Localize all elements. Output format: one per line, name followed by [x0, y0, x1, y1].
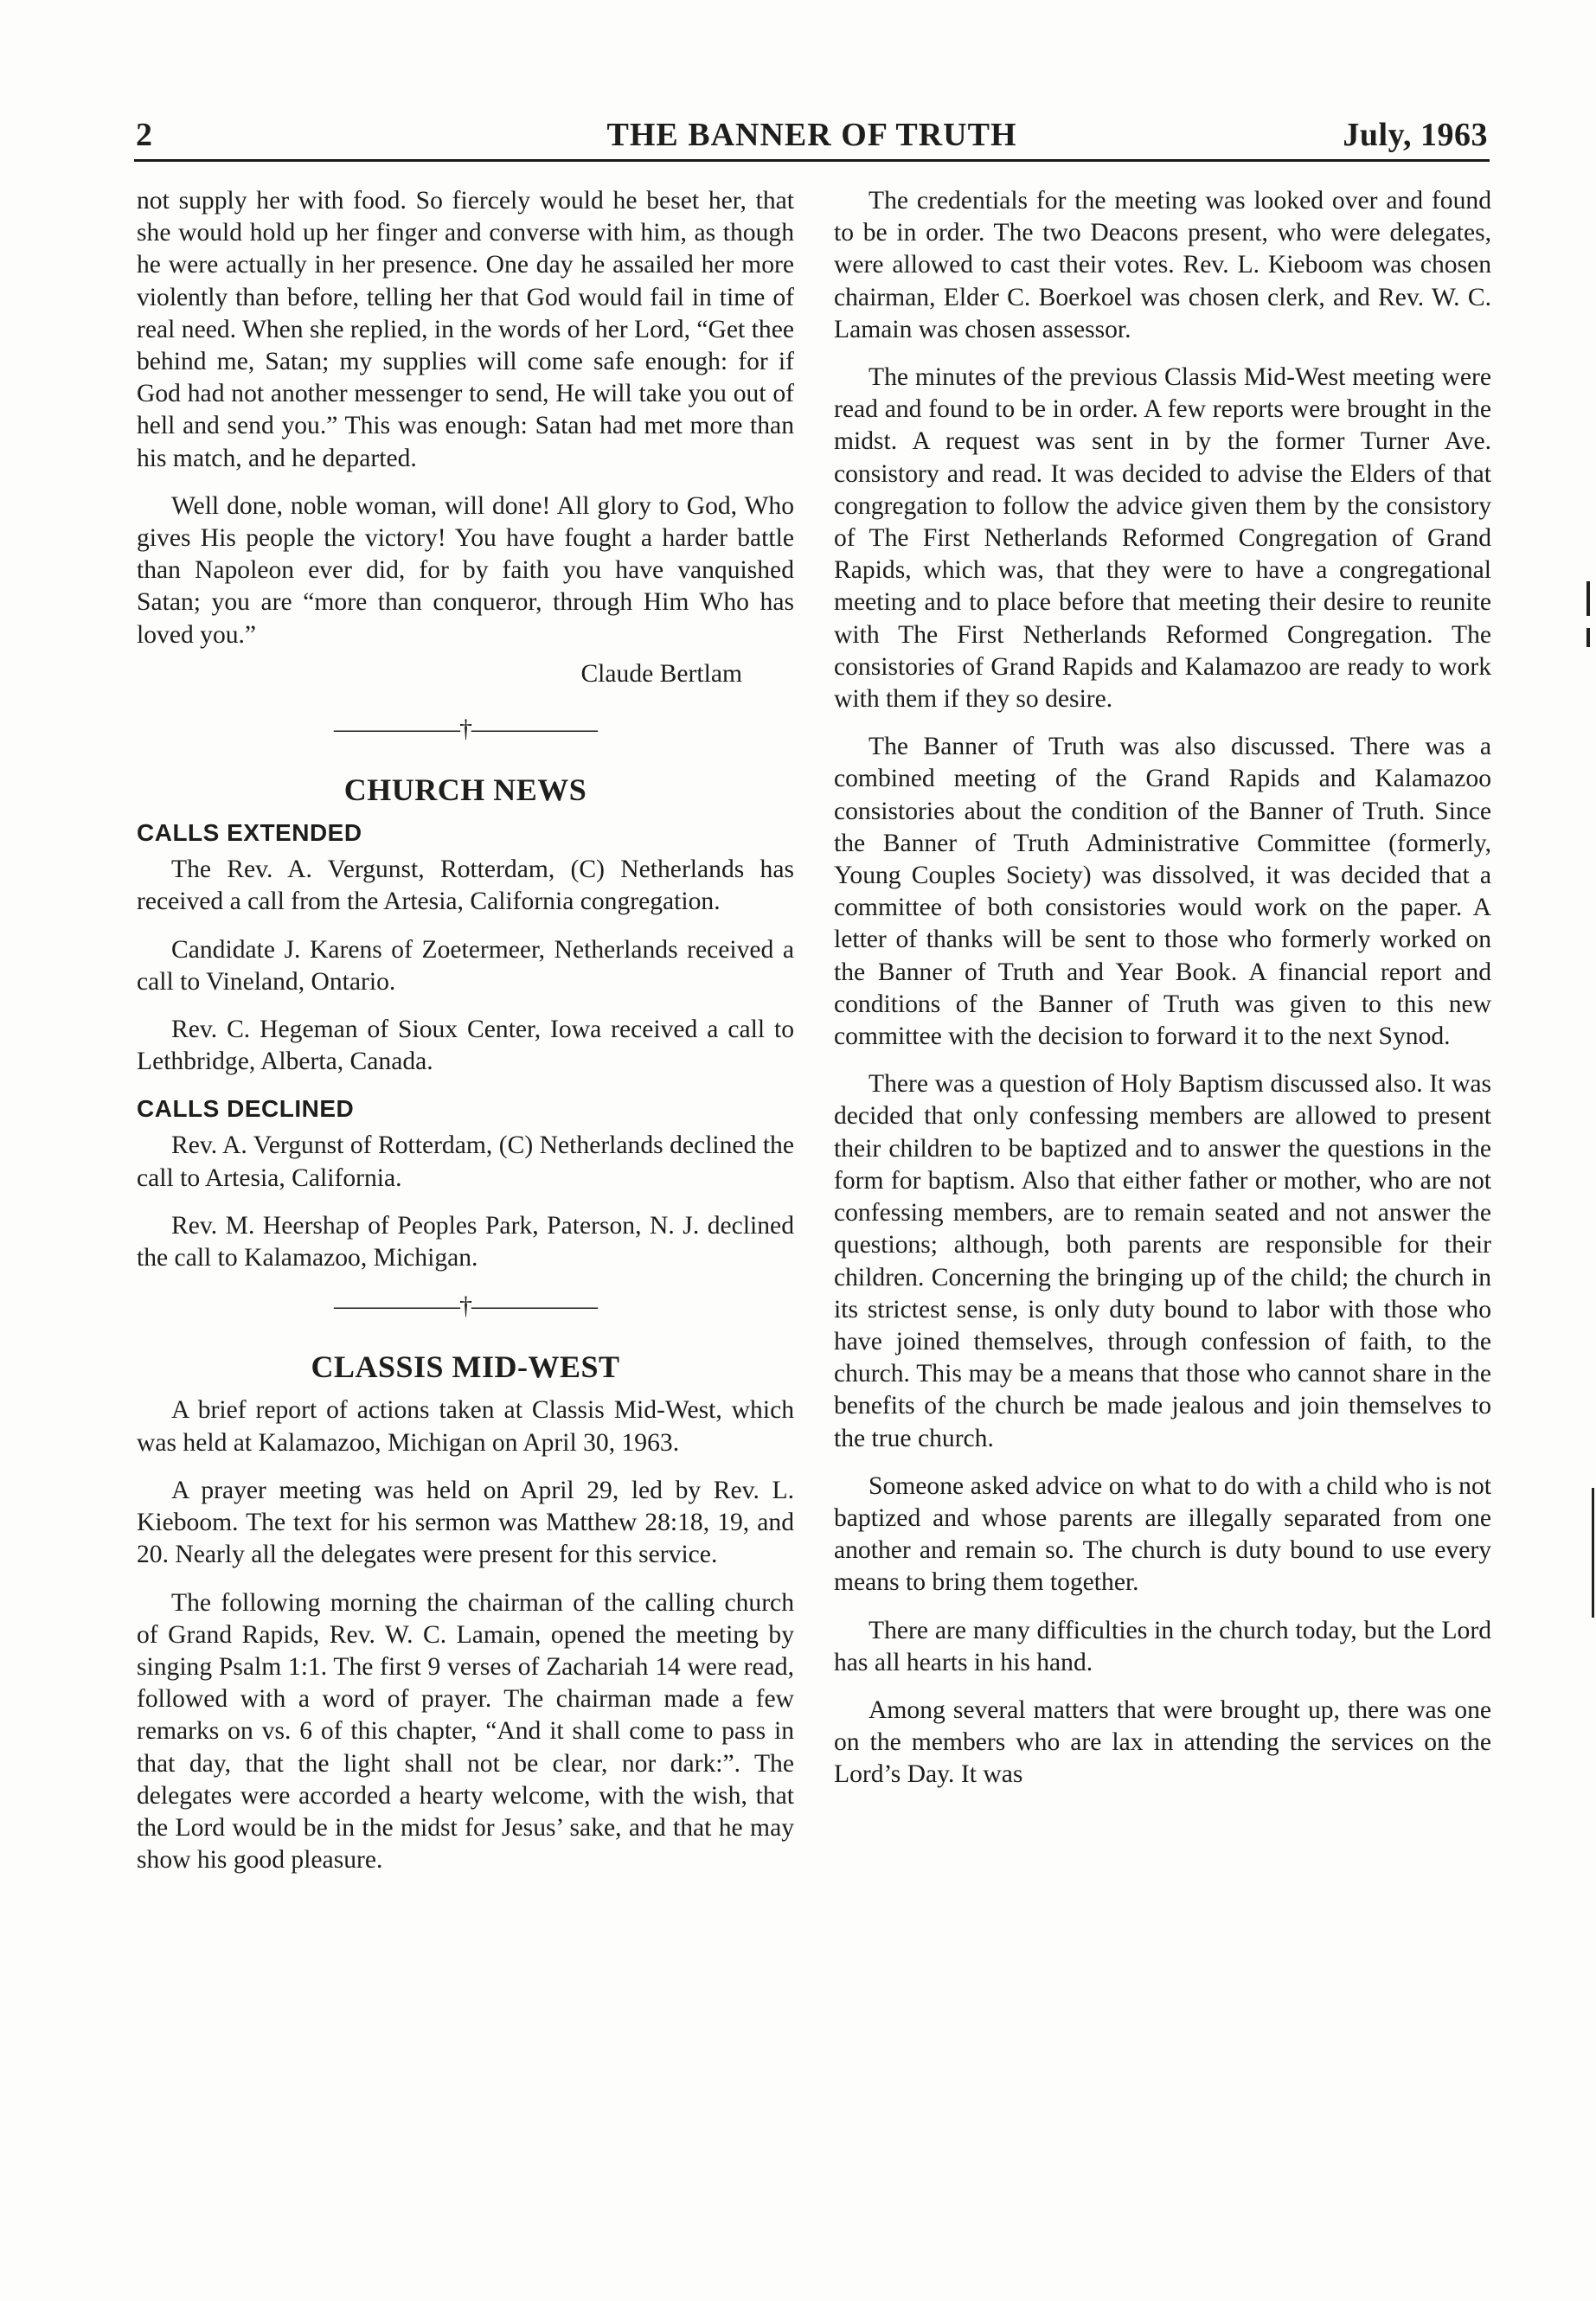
report-paragraph: The Banner of Truth was also discussed. There was a combined meeting of the Grand Rapids and Kalamazoo consistories about the condition of the Banner of Truth. Since the Banner of Truth Administrative Committee (formerly, Young Couples Society) was dissolved, it was decided that a committee of both consistories would work on the paper. A letter of thanks will be sent to those who formerly worked on the Banner of Truth and Year Book. A financial report and conditions of the Banner of Truth was given to this new committee with the decision to forward it to the next Synod.	[834, 733, 1491, 1051]
news-item: The Rev. A. Vergunst, Rotterdam, (C) Netherlands has received a call from the Artesia, California congregation.	[137, 856, 794, 916]
news-item: Rev. C. Hegeman of Sioux Center, Iowa received a call to Lethbridge, Alberta, Canada.	[137, 1016, 794, 1076]
author-signature: Claude Bertlam	[580, 659, 742, 688]
scan-edge-mark	[1586, 628, 1590, 647]
report-paragraph: There are many difficulties in the church today, but the Lord has all hearts in his hand.	[834, 1616, 1491, 1676]
report-paragraph: Someone asked advice on what to do with a child who is not baptized and whose parents are illegally separated from one another and remain so. The church is duty bound to use every means to bring them together.	[834, 1471, 1491, 1597]
news-item: Rev. M. Heershap of Peoples Park, Paterson, N. J. declined the call to Kalamazoo, Michigan.	[137, 1211, 794, 1272]
article-paragraph: Well done, noble woman, will done! All glory to God, Who gives His people the victory! You have fought a harder battle than Napoleon ever did, for by faith you have vanquished Satan; you are “more than conqueror, through Him Who has loved you.”	[137, 491, 794, 649]
page-header	[134, 114, 1490, 162]
calls-declined-heading: CALLS DECLINED	[137, 1095, 355, 1123]
page-number: 2	[136, 117, 153, 153]
news-item: Rev. A. Vergunst of Rotterdam, (C) Netherlands declined the call to Artesia, California.	[137, 1131, 794, 1192]
article-paragraph: not supply her with food. So fiercely would he beset her, that she would hold up her finger and converse with him, as though he were actually in her presence. One day he assailed her more violently than before, telling her that God would fail in time of real need. When she replied, in the words of her Lord, “Get thee behind me, Satan; my supplies will come safe enough: for if God had not another messenger to send, He will take you out of hell and send you.” This was enough: Satan had met more than his match, and he departed.	[137, 187, 794, 472]
classis-mid-west-title: CLASSIS MID-WEST	[311, 1349, 620, 1385]
news-item: Candidate J. Karens of Zoetermeer, Netherlands received a call to Vineland, Ontario.	[137, 935, 794, 996]
publication-title: THE BANNER OF TRUTH	[606, 117, 1017, 153]
scan-edge-mark	[1586, 581, 1590, 616]
report-paragraph: A brief report of actions taken at Classis Mid-West, which was held at Kalamazoo, Michigan on April 30, 1963.	[137, 1396, 794, 1457]
scan-edge-mark	[1592, 1488, 1594, 1618]
church-news-title: CHURCH NEWS	[343, 772, 587, 808]
report-paragraph: A prayer meeting was held on April 29, led by Rev. L. Kieboom. The text for his sermon was Matthew 28:18, 19, and 20. Nearly all the delegates were present for this service.	[137, 1476, 794, 1569]
left-column	[137, 185, 794, 1892]
issue-date: July, 1963	[1343, 117, 1488, 153]
report-paragraph: The following morning the chairman of the calling church of Grand Rapids, Rev. W. C. Lamain, opened the meeting by singing Psalm 1:1. The first 9 verses of Zachariah 14 were read, followed with a word of prayer. The chairman made a few remarks on vs. 6 of this chapter, “And it shall come to pass in that day, that the light shall not be clear, nor dark:”. The delegates were accorded a hearty welcome, with the wish, that the Lord would be in the midst for Jesus’ sake, and that he may show his good pleasure.	[137, 1588, 794, 1875]
section-divider: —————†—————	[334, 715, 597, 744]
report-paragraph: The credentials for the meeting was looked over and found to be in order. The two Deacons present, who were delegates, were allowed to cast their votes. Rev. L. Kieboom was chosen chairman, Elder C. Boerkoel was chosen clerk, and Rev. W. C. Lamain was chosen assessor.	[834, 187, 1491, 343]
calls-extended-heading: CALLS EXTENDED	[137, 819, 362, 847]
report-paragraph: There was a question of Holy Baptism discussed also. It was decided that only confessing members are allowed to present their children to be baptized and to answer the questions in the form for baptism. Also that either father or mother, who are not confessing members, are to remain seated and not answer the questions; although, both parents are responsible for their children. Concerning the bringing up of the child; the church in its strictest sense, is only duty bound to labor with those who have joined themselves, through confession of faith, to the church. This may be a means that those who cannot share in the benefits of the church be made jealous and join themselves to the true church.	[834, 1070, 1491, 1452]
right-column	[834, 185, 1491, 1807]
report-paragraph: Among several matters that were brought up, there was one on the members who are lax in attending the services on the Lord’s Day. It was	[834, 1695, 1491, 1789]
report-paragraph: The minutes of the previous Classis Mid-West meeting were read and found to be in order. A few reports were brought in the midst. A request was sent in by the former Turner Ave. consistory and read. It was decided to advise the Elders of that congregation to follow the advice given them by the consistory of The First Netherlands Reformed Congregation of Grand Rapids, which was, that they were to have a congregational meeting and to place before that meeting their desire to reunite with The First Netherlands Reformed Congregation. The consistories of Grand Rapids and Kalamazoo are ready to work with them if they so desire.	[834, 363, 1491, 714]
section-divider: —————†—————	[334, 1292, 597, 1321]
